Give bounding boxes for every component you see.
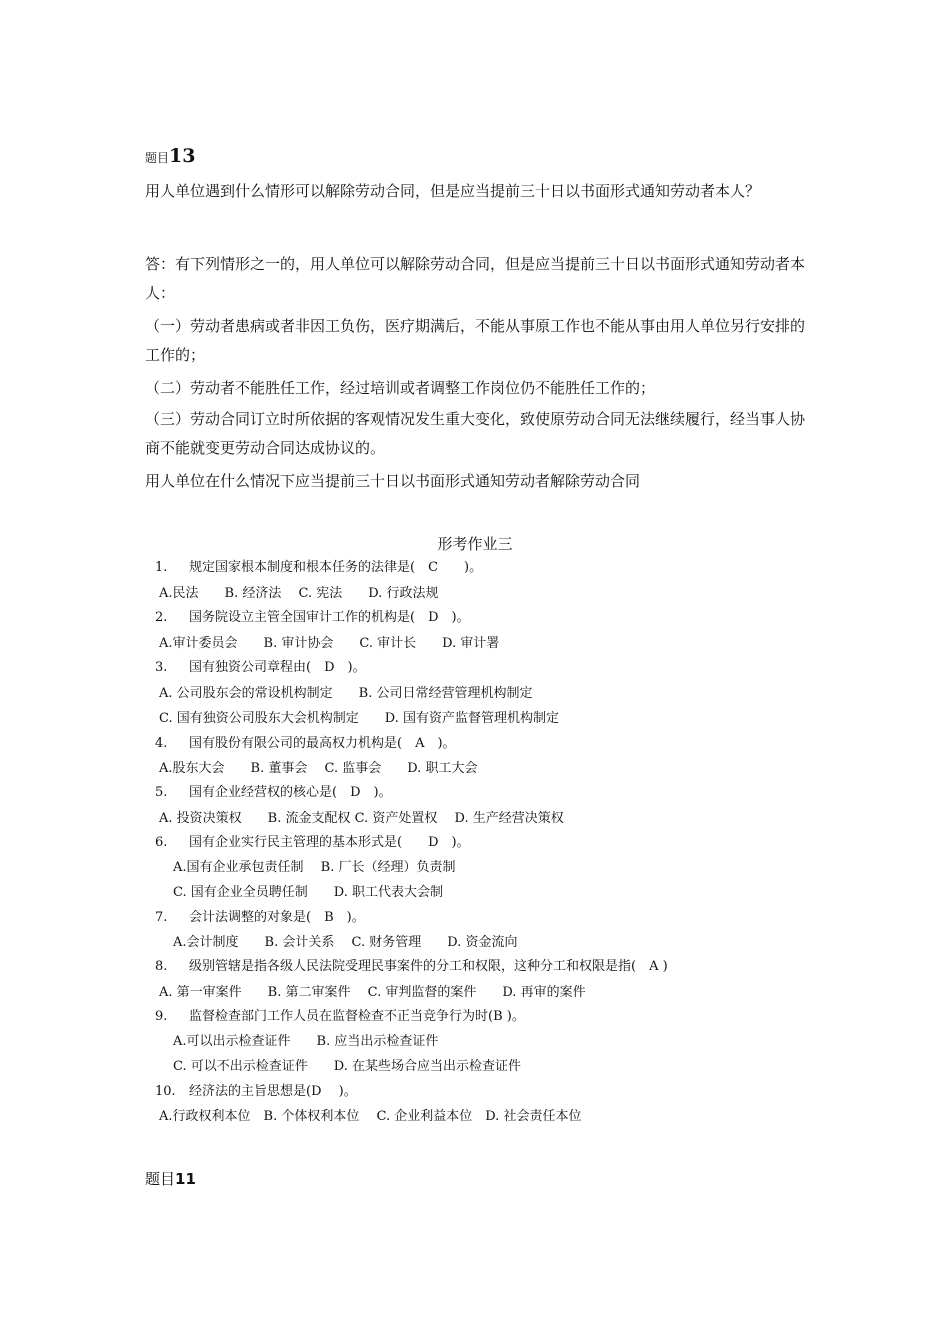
- question-3-options-a-b: A. 公司股东会的常设机构制定 B. 公司日常经营管理机构制定: [159, 686, 533, 701]
- question-13-heading: [145, 145, 195, 167]
- question-text: 国有企业经营权的核心是( D )。: [189, 785, 392, 800]
- question-number: 4.: [155, 736, 168, 751]
- question-text: 国有股份有限公司的最高权力机构是( A )。: [189, 736, 456, 751]
- question-text: 监督检查部门工作人员在监督检查不正当竞争行为时(B )。: [189, 1009, 525, 1024]
- question-number: 11: [175, 1170, 196, 1188]
- question-7-options: A.会计制度 B. 会计关系 C. 财务管理 D. 资金流向: [173, 935, 518, 950]
- question-number: 7.: [155, 910, 168, 925]
- question-8: [155, 957, 668, 977]
- question-number: 3.: [155, 660, 168, 675]
- assignment-title: 形考作业三: [437, 535, 513, 553]
- question-text: 国务院设立主管全国审计工作的机构是( D )。: [189, 610, 470, 625]
- question-label: 题目: [145, 1170, 176, 1188]
- answer-item-1: （一）劳动者患病或者非因工负伤，医疗期满后，不能从事原工作也不能从事由用人单位另行安排的工作的；: [145, 317, 806, 364]
- question-9-options-a-b: A.可以出示检查证件 B. 应当出示检查证件: [173, 1034, 439, 1049]
- question-9-options-c-d: C. 可以不出示检查证件 D. 在某些场合应当出示检查证件: [173, 1059, 521, 1074]
- question-number: 8.: [155, 959, 168, 974]
- question-10-options: A.行政权利本位 B. 个体权利本位 C. 企业利益本位 D. 社会责任本位: [159, 1109, 582, 1124]
- question-13-text: 用人单位遇到什么情形可以解除劳动合同，但是应当提前三十日以书面形式通知劳动者本人？: [145, 182, 761, 200]
- question-5: [155, 783, 392, 803]
- question-text: 规定国家根本制度和根本任务的法律是( C )。: [189, 560, 483, 575]
- question-text: 会计法调整的对象是( B )。: [189, 910, 365, 925]
- question-6-options-c-d: C. 国有企业全员聘任制 D. 职工代表大会制: [173, 885, 443, 900]
- question-6: [155, 833, 470, 853]
- question-text: 经济法的主旨思想是(D )。: [189, 1084, 357, 1099]
- question-label: 题目: [145, 151, 170, 165]
- question-number: 10.: [155, 1084, 176, 1099]
- answer-item-2: （二）劳动者不能胜任工作，经过培训或者调整工作岗位仍不能胜任工作的；: [145, 379, 656, 397]
- question-11-heading: [145, 1168, 196, 1189]
- answer-summary: 用人单位在什么情况下应当提前三十日以书面形式通知劳动者解除劳动合同: [145, 472, 641, 490]
- question-number: 1.: [155, 560, 168, 575]
- question-4-options: A.股东大会 B. 董事会 C. 监事会 D. 职工大会: [159, 761, 478, 776]
- question-number: 2.: [155, 610, 168, 625]
- answer-intro: 答：有下列情形之一的，用人单位可以解除劳动合同，但是应当提前三十日以书面形式通知劳动者本人：: [145, 255, 806, 302]
- question-text: 国有独资公司章程由( D )。: [189, 660, 366, 675]
- question-8-options: A. 第一审案件 B. 第二审案件 C. 审判监督的案件 D. 再审的案件: [159, 985, 586, 1000]
- question-6-options-a-b: A.国有企业承包责任制 B. 厂长（经理）负责制: [173, 860, 456, 875]
- question-3: [155, 658, 366, 678]
- question-2: [155, 608, 470, 628]
- question-10: [155, 1082, 357, 1102]
- question-text: 级别管辖是指各级人民法院受理民事案件的分工和权限，这种分工和权限是指( A ): [189, 959, 668, 974]
- question-number: 6.: [155, 835, 168, 850]
- question-1-options: A.民法 B. 经济法 C. 宪法 D. 行政法规: [159, 586, 439, 601]
- question-text: 国有企业实行民主管理的基本形式是( D )。: [189, 835, 470, 850]
- question-2-options: A.审计委员会 B. 审计协会 C. 审计长 D. 审计署: [159, 636, 500, 651]
- question-5-options: A. 投资决策权 B. 流金支配权 C. 资产处置权 D. 生产经营决策权: [159, 811, 564, 826]
- question-number: 5.: [155, 785, 168, 800]
- question-9: [155, 1007, 525, 1027]
- question-7: [155, 908, 365, 928]
- answer-item-3: （三）劳动合同订立时所依据的客观情况发生重大变化，致使原劳动合同无法继续履行，经当事人协商不能就变更劳动合同达成协议的。: [145, 410, 806, 457]
- question-3-options-c-d: C. 国有独资公司股东大会机构制定 D. 国有资产监督管理机构制定: [159, 711, 559, 726]
- question-number: 13: [169, 145, 196, 167]
- question-1: [155, 558, 482, 578]
- question-4: [155, 734, 456, 754]
- question-number: 9.: [155, 1009, 168, 1024]
